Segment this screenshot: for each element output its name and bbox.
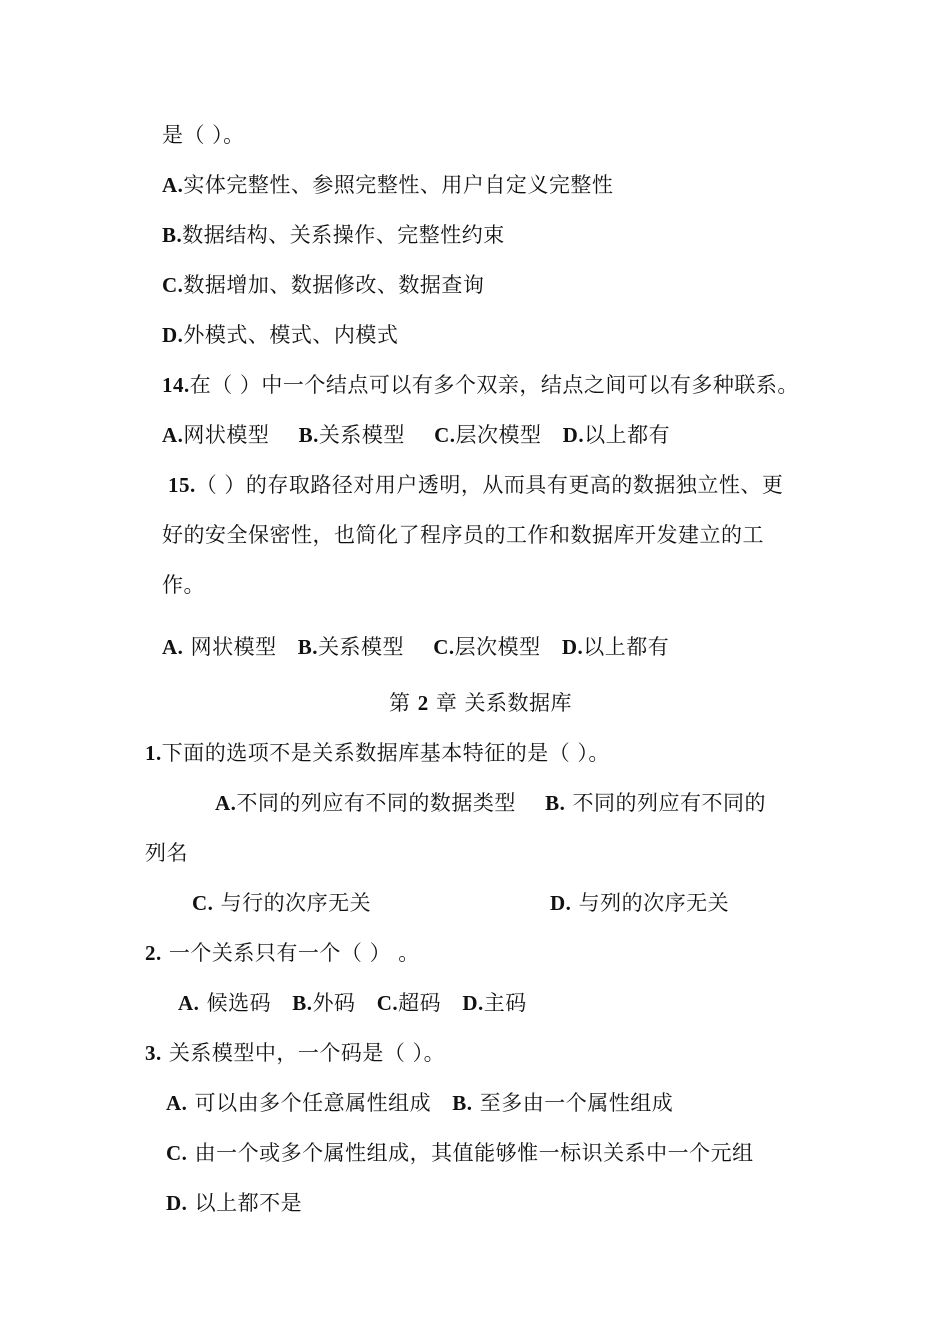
q13-option-b [162, 220, 505, 250]
chapter-number: 2 [417, 691, 429, 715]
option-label: C. [166, 1141, 188, 1165]
option-text: 列名 [145, 841, 188, 865]
ch2-q3-options-ab [166, 1088, 673, 1118]
option-text: 数据增加、数据修改、数据查询 [183, 273, 485, 297]
q13-tail-text: 是（ ）。 [162, 123, 245, 147]
option-text: 关系模型 [318, 423, 405, 447]
option-text: 与行的次序无关 [213, 891, 372, 915]
option-label: D. [562, 423, 585, 447]
chapter-prefix: 第 [389, 691, 411, 715]
option-text: 以上都有 [583, 635, 670, 659]
q15-options [162, 632, 669, 662]
question-number: 2. [145, 941, 162, 965]
option-text: 主码 [483, 991, 527, 1015]
ch2-q1-options-ab [215, 788, 766, 818]
question-text: 在（ ）中一个结点可以有多个双亲，结点之间可以有多种联系。 [189, 373, 799, 397]
option-text: 与列的次序无关 [571, 891, 730, 915]
option-label: A. [162, 635, 184, 659]
q13-stem-tail [162, 120, 245, 150]
option-label: D. [162, 323, 184, 347]
ch2-q1-stem [145, 738, 610, 768]
question-text: 好的安全保密性，也简化了程序员的工作和数据库开发建立的工 [162, 523, 764, 547]
chapter-heading [389, 688, 572, 718]
ch2-q2-options [178, 988, 527, 1018]
option-label: C. [192, 891, 214, 915]
option-text: 网状模型 [183, 423, 270, 447]
q15-stem-line3 [162, 570, 205, 600]
ch2-q3-option-c [166, 1138, 754, 1168]
option-text: 不同的列应有不同的 [565, 791, 767, 815]
option-label: D. [166, 1191, 188, 1215]
option-label: A. [166, 1091, 188, 1115]
option-text: 由一个或多个属性组成，其值能够惟一标识关系中一个元组 [187, 1141, 754, 1165]
q13-option-a [162, 170, 613, 200]
option-text: 关系模型 [318, 635, 405, 659]
option-label: B. [292, 991, 313, 1015]
option-label: B. [162, 223, 183, 247]
option-label: D. [561, 635, 584, 659]
option-text: 不同的列应有不同的数据类型 [236, 791, 516, 815]
ch2-q2-stem [145, 938, 420, 968]
option-label: B. [297, 635, 319, 659]
chapter-title: 章 关系数据库 [435, 691, 573, 715]
option-text: 网状模型 [183, 635, 277, 659]
option-label: C. [162, 273, 184, 297]
option-label: A. [215, 791, 237, 815]
option-label: C. [376, 991, 399, 1015]
question-text: 作。 [162, 573, 205, 597]
option-text: 可以由多个任意属性组成 [187, 1091, 432, 1115]
option-label: C. [433, 635, 455, 659]
option-label: D. [550, 891, 572, 915]
option-text: 候选码 [199, 991, 272, 1015]
option-label: A. [178, 991, 200, 1015]
ch2-q1-option-d [550, 888, 729, 918]
option-text: 以上都不是 [187, 1191, 303, 1215]
option-text: 外模式、模式、内模式 [183, 323, 399, 347]
question-text: 一个关系只有一个（ ） 。 [161, 941, 420, 965]
ch2-q1-option-c [192, 888, 371, 918]
option-text: 外码 [312, 991, 356, 1015]
option-label: D. [462, 991, 484, 1015]
question-text: （ ）的存取路径对用户透明，从而具有更高的数据独立性、更 [195, 473, 784, 497]
question-number: 3. [145, 1041, 162, 1065]
option-text: 超码 [398, 991, 442, 1015]
option-text: 数据结构、关系操作、完整性约束 [182, 223, 505, 247]
ch2-q1-option-b-wrap [145, 838, 188, 868]
option-label: B. [452, 1091, 473, 1115]
question-number: 14. [162, 373, 190, 397]
option-label: B. [298, 423, 319, 447]
option-label: B. [545, 791, 566, 815]
q15-stem-line1 [168, 470, 783, 500]
question-number: 15. [168, 473, 196, 497]
q15-stem-line2 [162, 520, 764, 550]
option-label: C. [434, 423, 456, 447]
option-text: 实体完整性、参照完整性、用户自定义完整性 [183, 173, 614, 197]
question-text: 下面的选项不是关系数据库基本特征的是（ ）。 [161, 741, 610, 765]
question-number: 1. [145, 741, 162, 765]
option-label: A. [162, 423, 184, 447]
ch2-q3-stem [145, 1038, 445, 1068]
question-text: 关系模型中，一个码是（ ）。 [161, 1041, 446, 1065]
option-text: 以上都有 [584, 423, 671, 447]
ch2-q3-option-d [166, 1188, 302, 1218]
option-text: 层次模型 [455, 423, 542, 447]
option-text: 层次模型 [454, 635, 541, 659]
q13-option-c [162, 270, 484, 300]
option-text: 至多由一个属性组成 [472, 1091, 674, 1115]
option-label: A. [162, 173, 184, 197]
q14-stem [162, 370, 799, 400]
q13-option-d [162, 320, 398, 350]
q14-options [162, 420, 670, 450]
